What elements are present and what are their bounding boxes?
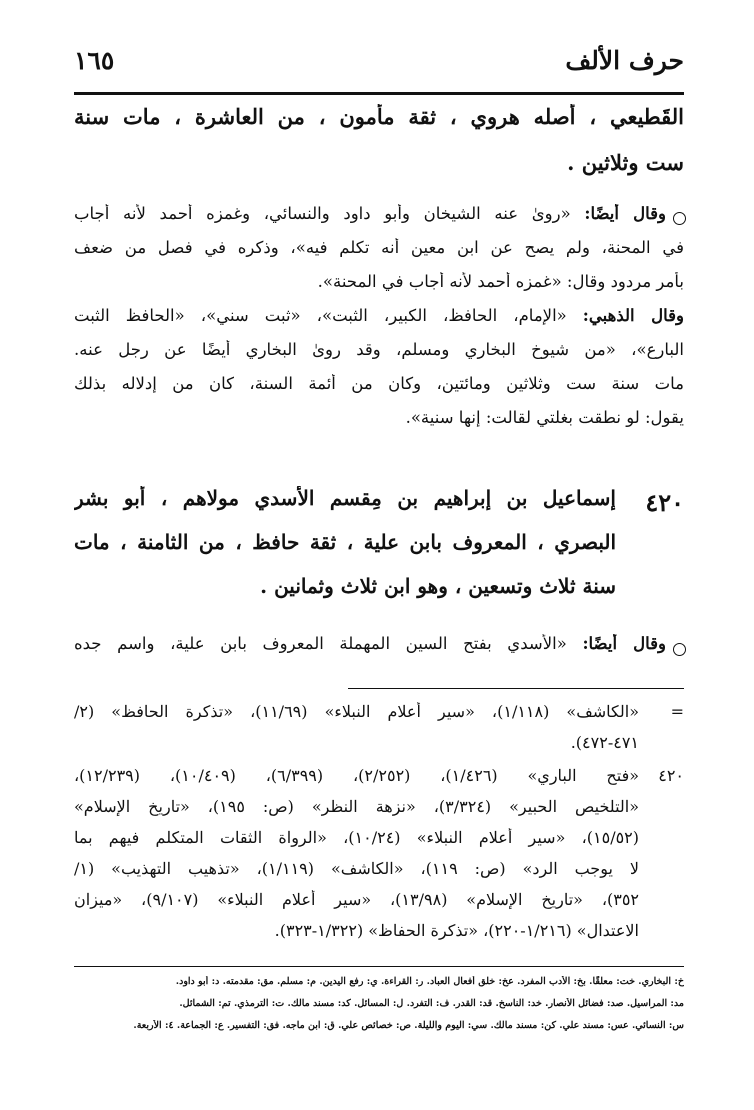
footnote-line: «التلخيص الحبير» (٣/٣٢٤)، «نزهة النظر» (ص: ١٩٥)، «تاريخ الإسلام»: [74, 797, 639, 816]
abbreviation-line: خ: البخاري. خت: معلقًا. بخ: الأدب المفرد. عخ: خلق أفعال العباد. ر: القراءة. ي: رفع اليدين. م: مسلم. مق: مقدمته. د: أبو داود.: [175, 976, 684, 987]
comment-label: وقال الذهبي:: [582, 306, 684, 325]
footnote-line: ٣٥٢)، «تاريخ الإسلام» (١٣/٩٨)، «سير أعلام النبلاء» (٩/١٠٧)، «ميزان: [74, 890, 639, 909]
footnote-line: (١٥/٥٢)، «سير أعلام النبلاء» (١٠/٢٤)، «الرواة الثقات المتكلم فيهم بما: [74, 828, 639, 847]
comment-text: «الأسدي بفتح السين المهملة المعروف بابن علية، واسم جده: [74, 634, 567, 653]
abbreviation-line: س: النسائي. عس: مسند علي. كن: مسند مالك. سي: اليوم والليلة. ص: خصائص علي. ق: ابن ماجه. فق: التفسير. ع: الجماعة. ٤: الأربعة.: [133, 1020, 684, 1031]
comment-text: «الإمام، الحافظ، الكبير، الثبت»، «ثبت سني»، «الحافظ الثبت: [74, 306, 567, 325]
footnote-1: [74, 702, 684, 764]
comment-block-3: [74, 634, 684, 668]
comment-line: مات سنة ست وثلاثين ومائتين، وكان من أئمة السنة، كان من إدلاله بذلك: [74, 374, 684, 393]
footnote-line: «فتح الباري» (١/٤٢٦)، (٢/٢٥٢)، (٦/٣٩٩)، (١٠/٤٠٩)، (١٢/٢٣٩)،: [74, 766, 639, 785]
comment-line: البارع»، «من شيوخ البخاري ومسلم، وقد روىٰ البخاري أيضًا عن رجل عنه.: [74, 340, 684, 359]
footnote-line: الاعتدال» (١/٢١٦-٢٢٠)، «تذكرة الحفاظ» (١/٣٢٢-٣٢٣).: [274, 921, 639, 940]
entry-420: [74, 486, 684, 618]
comment-line: [74, 634, 684, 668]
comment-text: «روىٰ عنه الشيخان وأبو داود والنسائي، وغمزه أحمد لأنه أجاب: [74, 204, 571, 223]
comment-block-1: [74, 204, 684, 306]
comment-line: [74, 204, 684, 238]
footnote-marker: =: [670, 702, 684, 721]
footnote-line: «الكاشف» (١/١١٨)، «سير أعلام النبلاء» (١١/٦٩)، «تذكرة الحافظ» (٢/: [74, 702, 639, 721]
comment-line: [74, 306, 684, 340]
chapter-title: حرف الألف: [565, 46, 684, 75]
comment-line: في المحنة، ولم يصح عن ابن معين أنه تكلم فيه»، وذكره في فصل من ضعف: [74, 238, 684, 257]
abbreviation-line: مد: المراسيل. صد: فضائل الأنصار. خد: الناسخ. قد: القدر. ف: التفرد. ل: المسائل. كد: مسند مالك. ت: الترمذي. تم: الشمائل.: [179, 998, 684, 1009]
entry-line: إسماعيل بن إبراهيم بن مِقسم الأسدي مولاهم ، أبو بشر: [74, 486, 616, 510]
comment-line: بأمر مردود وقال: «غمزه أحمد لأنه أجاب في المحنة».: [317, 272, 684, 291]
comment-line: يقول: لو نطقت بغلتي لقالت: إنها سنية».: [405, 408, 684, 427]
abbreviations-rule: [74, 966, 684, 967]
comment-label: وقال أيضًا:: [582, 634, 667, 653]
entry-line: البصري ، المعروف بابن علية ، ثقة حافظ ، من الثامنة ، مات: [74, 530, 616, 554]
entry-number: ٤٢٠: [645, 488, 684, 517]
comment-label: وقال أيضًا:: [584, 204, 666, 223]
circle-bullet-icon: [673, 212, 686, 225]
page-header: [74, 44, 684, 84]
circle-bullet-icon: [673, 643, 686, 656]
entry-line: سنة ثلاث وتسعين ، وهو ابن ثلاث وثمانين .: [260, 574, 616, 598]
footnote-line: ٤٧١-٤٧٢).: [570, 733, 639, 752]
comment-block-2: [74, 306, 684, 442]
continuation-line: ست وثلاثين .: [567, 150, 684, 175]
entry-continuation: [74, 104, 684, 196]
continuation-line: القَطيعي ، أصله هروي ، ثقة مأمون ، من العاشرة ، مات سنة: [74, 104, 684, 129]
footnote-separator: [348, 688, 684, 689]
footnote-line: لا يوجب الرد» (ص: ١١٩)، «الكاشف» (١/١١٩)، «تذهيب التهذيب» (١/: [74, 859, 639, 878]
abbreviations-key: [74, 976, 684, 1042]
footnote-420: [74, 766, 684, 952]
page-number: ١٦٥: [74, 46, 115, 75]
header-rule: [74, 92, 684, 95]
footnote-marker: ٤٢٠: [658, 766, 684, 785]
